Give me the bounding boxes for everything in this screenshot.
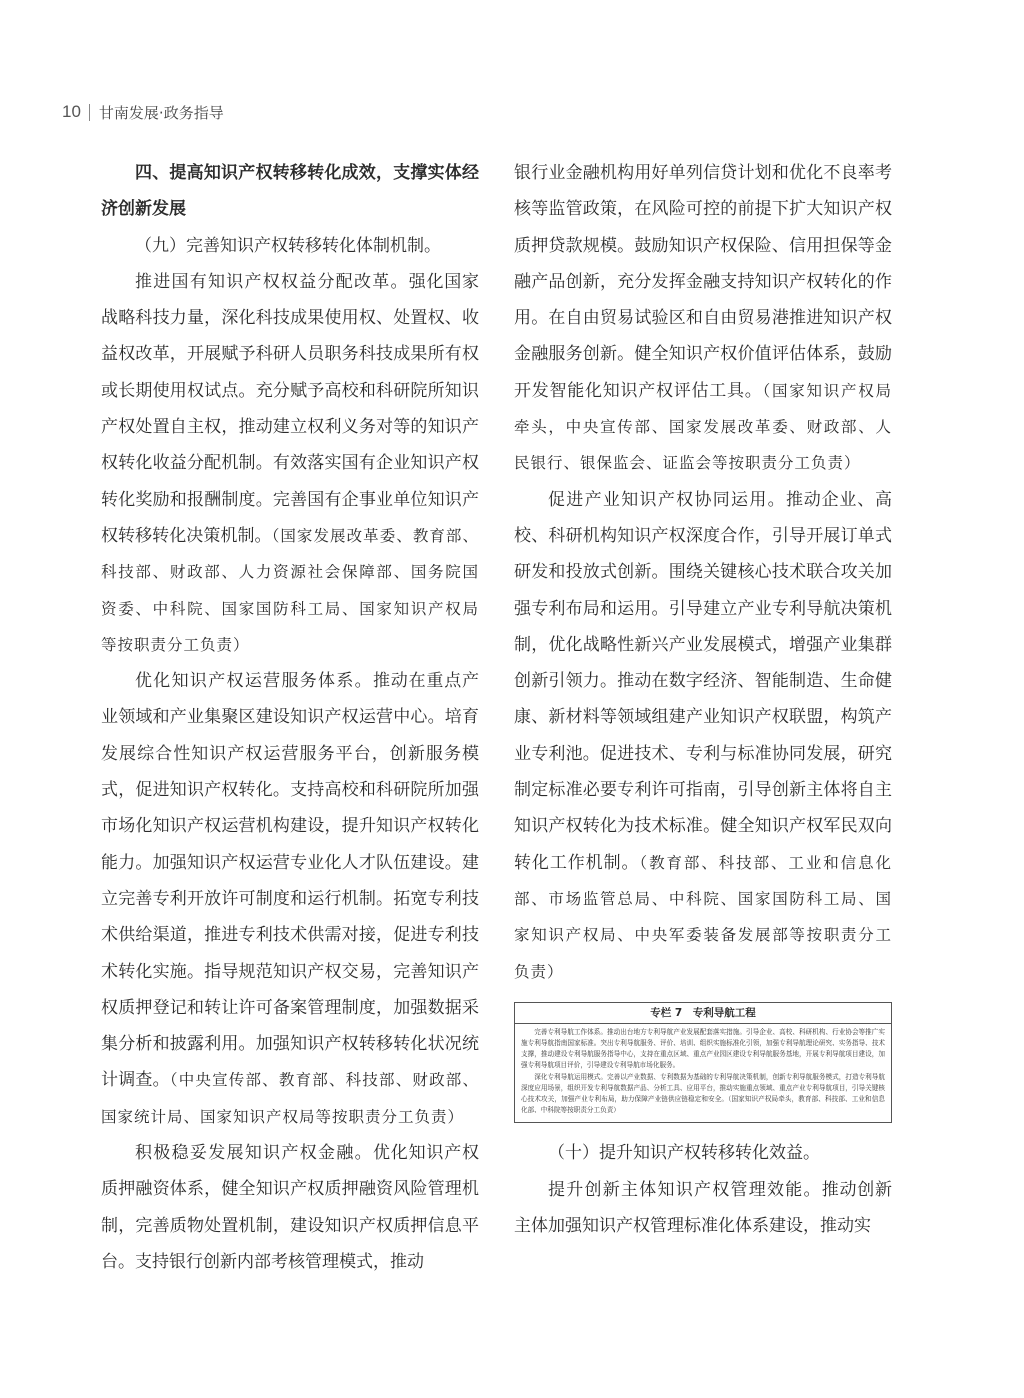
paragraph-lead: 提升创新主体知识产权管理效能。: [548, 1179, 822, 1200]
box-paragraph-lead: 深化专利导航运用模式。: [534, 1072, 608, 1081]
paragraph-body: 推动创新主体加强知识产权管理标准化体系建设，推动实: [514, 1179, 892, 1237]
paragraph-body: 推动在重点产业领域和产业集聚区建设知识产权运营中心。培育发展综合性知识产权运营服务平台，创新服务模式，促进知识产权转化。支持高校和科研院所加强市场化知识产权运营机构建设，提升知识产权转化能力。加强知识产权运营专业化人才队伍建设。建立完善专利开放许可制度和运行机制。拓宽专利技术供给渠道，推进专利技术供需对接，促进专利技术转化实施。指导规范知识产权交易，完善知识产权质押登记和转让许可备案管理制度，加强数据采集分析和披露利用。加强知识产权转移转化状况统计调查。: [101, 671, 480, 1091]
paragraph: [514, 1172, 892, 1245]
page-number: 10: [62, 102, 81, 121]
right-column: [514, 155, 892, 1244]
paragraph-lead: 优化知识产权运营服务体系。: [135, 671, 373, 692]
box-paragraph-lead: 完善专利导航工作体系。: [534, 1027, 608, 1036]
paragraph: [514, 482, 892, 990]
left-column: [101, 155, 479, 1280]
subsection-heading: （九）完善知识产权转移转化体制机制。: [135, 235, 441, 256]
box-paragraph: [521, 1072, 885, 1117]
paragraph: [101, 264, 479, 663]
paragraph-body: 优化知识产权质押融资体系，健全知识产权质押融资风险管理机制，完善质物处置机制，建设知识产权质押信息平台。支持银行创新内部考核管理模式，推动: [101, 1143, 480, 1272]
box-paragraph-body: 推动出台地方专利导航产业发展配套落实措施。引导企业、高校、科研机构、行业协会等推广实施专利导航指南国家标准。突出专利导航服务、评价、培训、组织实施标准化引领，加强专利导航理论研究、实务指导、技术支撑，推动建设专利导航服务指导中心，支持在重点区域、重点产业园区建设专利导航服务基地，开展专利导航项目建设，加强专利导航项目评价，引导建设专利导航市场化服务。: [521, 1027, 886, 1070]
box-body: [521, 1027, 885, 1117]
responsibility-note: （教育部、科技部、工业和信息化部、市场监管总局、中科院、国家国防科工局、国家知识产权局、中央军委装备发展部等按职责分工负责）: [514, 853, 892, 981]
paragraph: [101, 1135, 479, 1280]
sidebar-box: [514, 1002, 892, 1124]
subsection-heading: （十）提升知识产权转移转化效益。: [548, 1143, 820, 1164]
paragraph: [101, 663, 479, 1135]
responsibility-note: （国家发展改革委、教育部、科技部、财政部、人力资源社会保障部、国务院国资委、中科院、国家国防科工局、国家知识产权局等按职责分工负责）: [101, 526, 479, 654]
publication-title: 甘南发展·政务指导: [98, 103, 224, 122]
paragraph-body: 推动企业、高校、科研机构知识产权深度合作，引导开展订单式研发和投放式创新。围绕关键核心技术联合攻关加强专利布局和运用。引导建立产业专利导航决策机制，优化战略性新兴产业发展模式，增强产业集群创新引领力。推动在数字经济、智能制造、生命健康、新材料等领域组建产业知识产权联盟，构筑产业专利池。促进技术、专利与标准协同发展，研究制定标准必要专利许可指南，引导创新主体将自主知识产权转化为技术标准。健全知识产权军民双向转化工作机制。: [514, 489, 893, 873]
box-title: 专栏 7 专利导航工程: [515, 1003, 891, 1024]
paragraph-body: 强化国家战略科技力量，深化科技成果使用权、处置权、收益权改革，开展赋予科研人员职务科技成果所有权或长期使用权试点。充分赋予高校和科研院所知识产权处置自主权，推动建立权利义务对等的知识产权转化收益分配机制。有效落实国有企业知识产权转化奖励和报酬制度。完善国有企事业单位知识产权转移转化决策机制。: [101, 271, 479, 546]
paragraph-lead: 促进产业知识产权协同运用。: [548, 489, 786, 510]
paragraph-lead: 推进国有知识产权权益分配改革。: [135, 271, 409, 292]
paragraph-lead: 积极稳妥发展知识产权金融。: [135, 1143, 373, 1164]
box-responsibility-note: （国家知识产权局牵头，教育部、科技部、工业和信息化部、中科院等按职责分工负责）: [521, 1095, 886, 1115]
header-divider: [89, 104, 90, 121]
page-header: [62, 100, 224, 124]
paragraph-body: 银行业金融机构用好单列信贷计划和优化不良率考核等监管政策，在风险可控的前提下扩大知识产权质押贷款规模。鼓励知识产权保险、信用担保等金融产品创新，充分发挥金融支持知识产权转化的作用。在自由贸易试验区和自由贸易港推进知识产权金融服务创新。健全知识产权价值评估体系，鼓励开发智能化知识产权评估工具。: [514, 163, 892, 401]
responsibility-note: （国家知识产权局牵头，中央宣传部、国家发展改革委、财政部、人民银行、银保监会、证监会等按职责分工负责）: [514, 381, 892, 473]
box-paragraph: [521, 1027, 885, 1072]
box-paragraph-body: 完善以产业数据、专利数据为基础的专利导航决策机制，创新专利导航服务模式，打造专利导航深度应用场景，组织开发专利导航数据产品、分析工具、应用平台，推动实施重点领域、重点产业专利导航项目，引导关键核心技术攻关，加强产业专利布局，助力保障产业链供应链稳定和安全。: [521, 1072, 886, 1104]
paragraph: [514, 155, 892, 482]
section-heading: 四、提高知识产权转移转化成效，支撑实体经济创新发展: [101, 163, 479, 220]
responsibility-note: （中央宣传部、教育部、科技部、财政部、国家统计局、国家知识产权局等按职责分工负责）: [101, 1071, 479, 1126]
